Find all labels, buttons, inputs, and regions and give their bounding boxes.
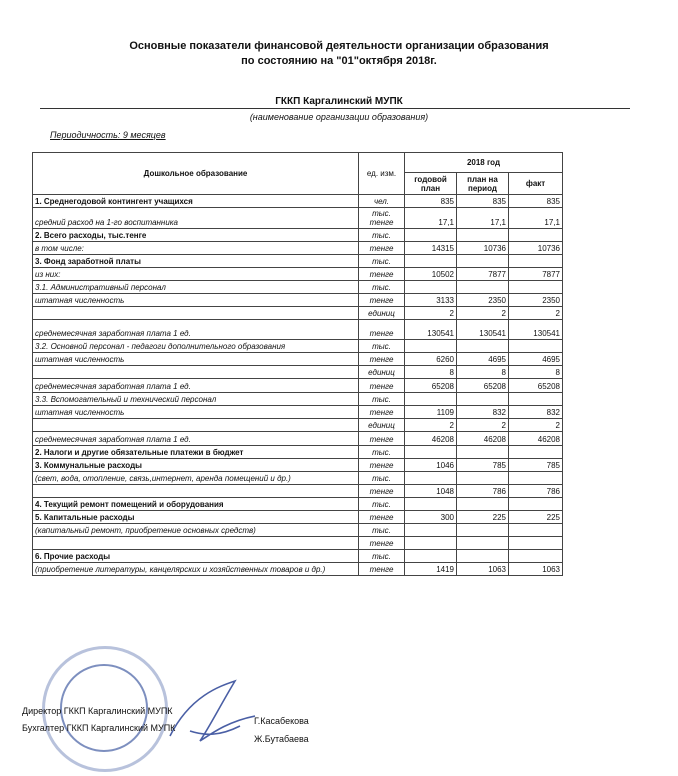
row-fact: 65208	[509, 379, 563, 393]
row-plan-year: 8	[405, 366, 457, 379]
row-label	[33, 307, 359, 320]
row-unit: тенге	[359, 459, 405, 472]
row-plan-period	[457, 446, 509, 459]
accountant-label: Бухгалтер ГККП Каргалинский МУПК	[22, 723, 176, 733]
row-fact	[509, 550, 563, 563]
row-fact: 2350	[509, 294, 563, 307]
header-year: 2018 год	[405, 153, 563, 173]
organization-caption: (наименование организации образования)	[249, 112, 429, 122]
row-fact: 8	[509, 366, 563, 379]
row-plan-period: 10736	[457, 242, 509, 255]
row-plan-year	[405, 393, 457, 406]
row-label: среднемесячная заработная плата 1 ед.	[33, 379, 359, 393]
row-plan-year: 65208	[405, 379, 457, 393]
row-fact: 2	[509, 419, 563, 432]
row-plan-period: 2350	[457, 294, 509, 307]
row-plan-year	[405, 255, 457, 268]
row-fact: 835	[509, 195, 563, 208]
row-plan-period	[457, 255, 509, 268]
table-row	[33, 281, 563, 294]
row-fact: 786	[509, 485, 563, 498]
row-plan-period	[457, 550, 509, 563]
row-label: штатная численность	[33, 406, 359, 419]
row-unit: тенге	[359, 320, 405, 340]
table-row	[33, 242, 563, 255]
row-plan-year: 6260	[405, 353, 457, 366]
row-unit: тыс.	[359, 229, 405, 242]
row-plan-period: 835	[457, 195, 509, 208]
table-row	[33, 459, 563, 472]
table-row	[33, 393, 563, 406]
row-plan-year	[405, 537, 457, 550]
row-label: 6. Прочие расходы	[33, 550, 359, 563]
row-plan-period	[457, 472, 509, 485]
row-label: среднемесячная заработная плата 1 ед.	[33, 432, 359, 446]
row-fact	[509, 472, 563, 485]
row-fact	[509, 340, 563, 353]
row-fact: 10736	[509, 242, 563, 255]
row-fact	[509, 524, 563, 537]
row-unit: тыс.	[359, 281, 405, 294]
row-fact: 46208	[509, 432, 563, 446]
row-unit: тенге	[359, 406, 405, 419]
table-row	[33, 472, 563, 485]
row-plan-year	[405, 550, 457, 563]
row-fact: 17,1	[509, 208, 563, 229]
organization-name: ГККП Каргалинский МУПК	[275, 96, 403, 107]
table-row	[33, 294, 563, 307]
row-plan-period	[457, 498, 509, 511]
row-plan-period: 2	[457, 419, 509, 432]
row-plan-period	[457, 537, 509, 550]
row-label	[33, 366, 359, 379]
row-plan-year: 14315	[405, 242, 457, 255]
periodicity-label: Периодичность: 9 месяцев	[50, 130, 166, 140]
table-row	[33, 537, 563, 550]
row-label: 1. Среднегодовой контингент учащихся	[33, 195, 359, 208]
row-unit: тыс.	[359, 340, 405, 353]
row-unit: тенге	[359, 432, 405, 446]
row-unit: тенге	[359, 485, 405, 498]
table-row	[33, 563, 563, 576]
row-plan-year: 10502	[405, 268, 457, 281]
row-plan-period: 225	[457, 511, 509, 524]
table-row	[33, 432, 563, 446]
row-plan-period	[457, 229, 509, 242]
row-plan-period: 8	[457, 366, 509, 379]
table-body	[33, 195, 563, 576]
row-plan-year: 1046	[405, 459, 457, 472]
row-label	[33, 485, 359, 498]
row-plan-year	[405, 340, 457, 353]
row-plan-year: 835	[405, 195, 457, 208]
row-unit: тенге	[359, 353, 405, 366]
row-fact: 785	[509, 459, 563, 472]
row-unit: тенге	[359, 268, 405, 281]
director-label: Директор ГККП Каргалинский МУПК	[22, 706, 173, 716]
row-unit: тенге	[359, 294, 405, 307]
header-plan-period: план на период	[457, 173, 509, 195]
row-plan-period: 7877	[457, 268, 509, 281]
row-plan-year	[405, 446, 457, 459]
table-row	[33, 511, 563, 524]
row-label: 2. Всего расходы, тыс.тенге	[33, 229, 359, 242]
table-row	[33, 229, 563, 242]
row-fact: 1063	[509, 563, 563, 576]
document-title-line2: по состоянию на "01"октября 2018г.	[241, 55, 437, 67]
row-label: из них:	[33, 268, 359, 281]
row-label: среднемесячная заработная плата 1 ед.	[33, 320, 359, 340]
table-row	[33, 340, 563, 353]
row-plan-period	[457, 524, 509, 537]
row-fact: 130541	[509, 320, 563, 340]
row-label: 3.1. Административный персонал	[33, 281, 359, 294]
row-fact: 4695	[509, 353, 563, 366]
row-unit: единиц	[359, 366, 405, 379]
row-fact	[509, 281, 563, 294]
row-label	[33, 537, 359, 550]
row-label: 3.2. Основной персонал - педагоги дополнительного образования	[33, 340, 359, 353]
row-unit: тыс.	[359, 472, 405, 485]
row-unit: тыс.	[359, 550, 405, 563]
row-plan-year	[405, 524, 457, 537]
row-label: 3. Фонд заработной платы	[33, 255, 359, 268]
header-section: Дошкольное образование	[33, 153, 359, 195]
row-label: 2. Налоги и другие обязательные платежи в бюджет	[33, 446, 359, 459]
row-plan-period: 786	[457, 485, 509, 498]
table-row	[33, 498, 563, 511]
row-label: (капитальный ремонт, приобретение основных средств)	[33, 524, 359, 537]
row-fact	[509, 537, 563, 550]
row-plan-period: 65208	[457, 379, 509, 393]
row-fact: 7877	[509, 268, 563, 281]
header-fact: факт	[509, 173, 563, 195]
row-plan-period: 785	[457, 459, 509, 472]
table-row	[33, 419, 563, 432]
row-unit: тенге	[359, 242, 405, 255]
row-plan-year: 2	[405, 307, 457, 320]
row-label: 3. Коммунальные расходы	[33, 459, 359, 472]
row-plan-year: 1419	[405, 563, 457, 576]
row-plan-period	[457, 281, 509, 294]
row-plan-year	[405, 229, 457, 242]
document-title-line1: Основные показатели финансовой деятельности организации образования	[129, 40, 549, 52]
row-plan-period: 4695	[457, 353, 509, 366]
row-fact	[509, 393, 563, 406]
row-plan-period: 46208	[457, 432, 509, 446]
director-name: Г.Касабекова	[254, 716, 309, 726]
row-unit: единиц	[359, 419, 405, 432]
row-plan-year	[405, 498, 457, 511]
row-plan-period: 17,1	[457, 208, 509, 229]
row-unit: единиц	[359, 307, 405, 320]
table-row	[33, 353, 563, 366]
row-label	[33, 419, 359, 432]
row-plan-year: 3133	[405, 294, 457, 307]
row-unit: тыс.	[359, 255, 405, 268]
row-unit: тыс. тенге	[359, 208, 405, 229]
row-unit: тенге	[359, 563, 405, 576]
row-plan-year: 1109	[405, 406, 457, 419]
row-fact	[509, 229, 563, 242]
row-label: 5. Капитальные расходы	[33, 511, 359, 524]
row-fact	[509, 498, 563, 511]
row-label: 3.3. Вспомогательный и технический персонал	[33, 393, 359, 406]
header-plan-year: годовой план	[405, 173, 457, 195]
row-plan-year: 2	[405, 419, 457, 432]
table-row	[33, 446, 563, 459]
accountant-name: Ж.Бутабаева	[254, 734, 309, 744]
table-row	[33, 320, 563, 340]
row-unit: тыс.	[359, 524, 405, 537]
row-label: штатная численность	[33, 353, 359, 366]
row-plan-period	[457, 393, 509, 406]
row-plan-year: 300	[405, 511, 457, 524]
row-label: (свет, вода, отопление, связь,интернет, аренда помещений и др.)	[33, 472, 359, 485]
row-unit: чел.	[359, 195, 405, 208]
row-fact: 2	[509, 307, 563, 320]
organization-underline	[40, 108, 630, 109]
row-unit: тенге	[359, 537, 405, 550]
financial-indicators-table	[32, 152, 563, 576]
row-plan-year: 17,1	[405, 208, 457, 229]
row-plan-year	[405, 472, 457, 485]
table-row	[33, 550, 563, 563]
row-plan-period: 130541	[457, 320, 509, 340]
row-fact	[509, 446, 563, 459]
table-row	[33, 268, 563, 281]
row-unit: тенге	[359, 511, 405, 524]
table-row	[33, 485, 563, 498]
row-label: средний расход на 1-го воспитанника	[33, 208, 359, 229]
row-plan-period: 1063	[457, 563, 509, 576]
row-fact: 225	[509, 511, 563, 524]
row-unit: тыс.	[359, 446, 405, 459]
table-row	[33, 208, 563, 229]
table-row	[33, 379, 563, 393]
row-fact	[509, 255, 563, 268]
row-label: (приобретение литературы, канцелярских и хозяйственных товаров и др.)	[33, 563, 359, 576]
header-unit: ед. изм.	[359, 153, 405, 195]
table-row	[33, 255, 563, 268]
row-unit: тыс.	[359, 393, 405, 406]
row-label: штатная численность	[33, 294, 359, 307]
row-plan-year: 130541	[405, 320, 457, 340]
table-row	[33, 195, 563, 208]
row-label: 4. Текущий ремонт помещений и оборудования	[33, 498, 359, 511]
row-unit: тенге	[359, 379, 405, 393]
table-row	[33, 307, 563, 320]
table-row	[33, 524, 563, 537]
row-plan-period: 832	[457, 406, 509, 419]
row-plan-year: 1048	[405, 485, 457, 498]
row-plan-year	[405, 281, 457, 294]
row-plan-period	[457, 340, 509, 353]
row-plan-period: 2	[457, 307, 509, 320]
row-unit: тыс.	[359, 498, 405, 511]
row-plan-year: 46208	[405, 432, 457, 446]
table-row	[33, 366, 563, 379]
row-label: в том числе:	[33, 242, 359, 255]
row-fact: 832	[509, 406, 563, 419]
table-row	[33, 406, 563, 419]
